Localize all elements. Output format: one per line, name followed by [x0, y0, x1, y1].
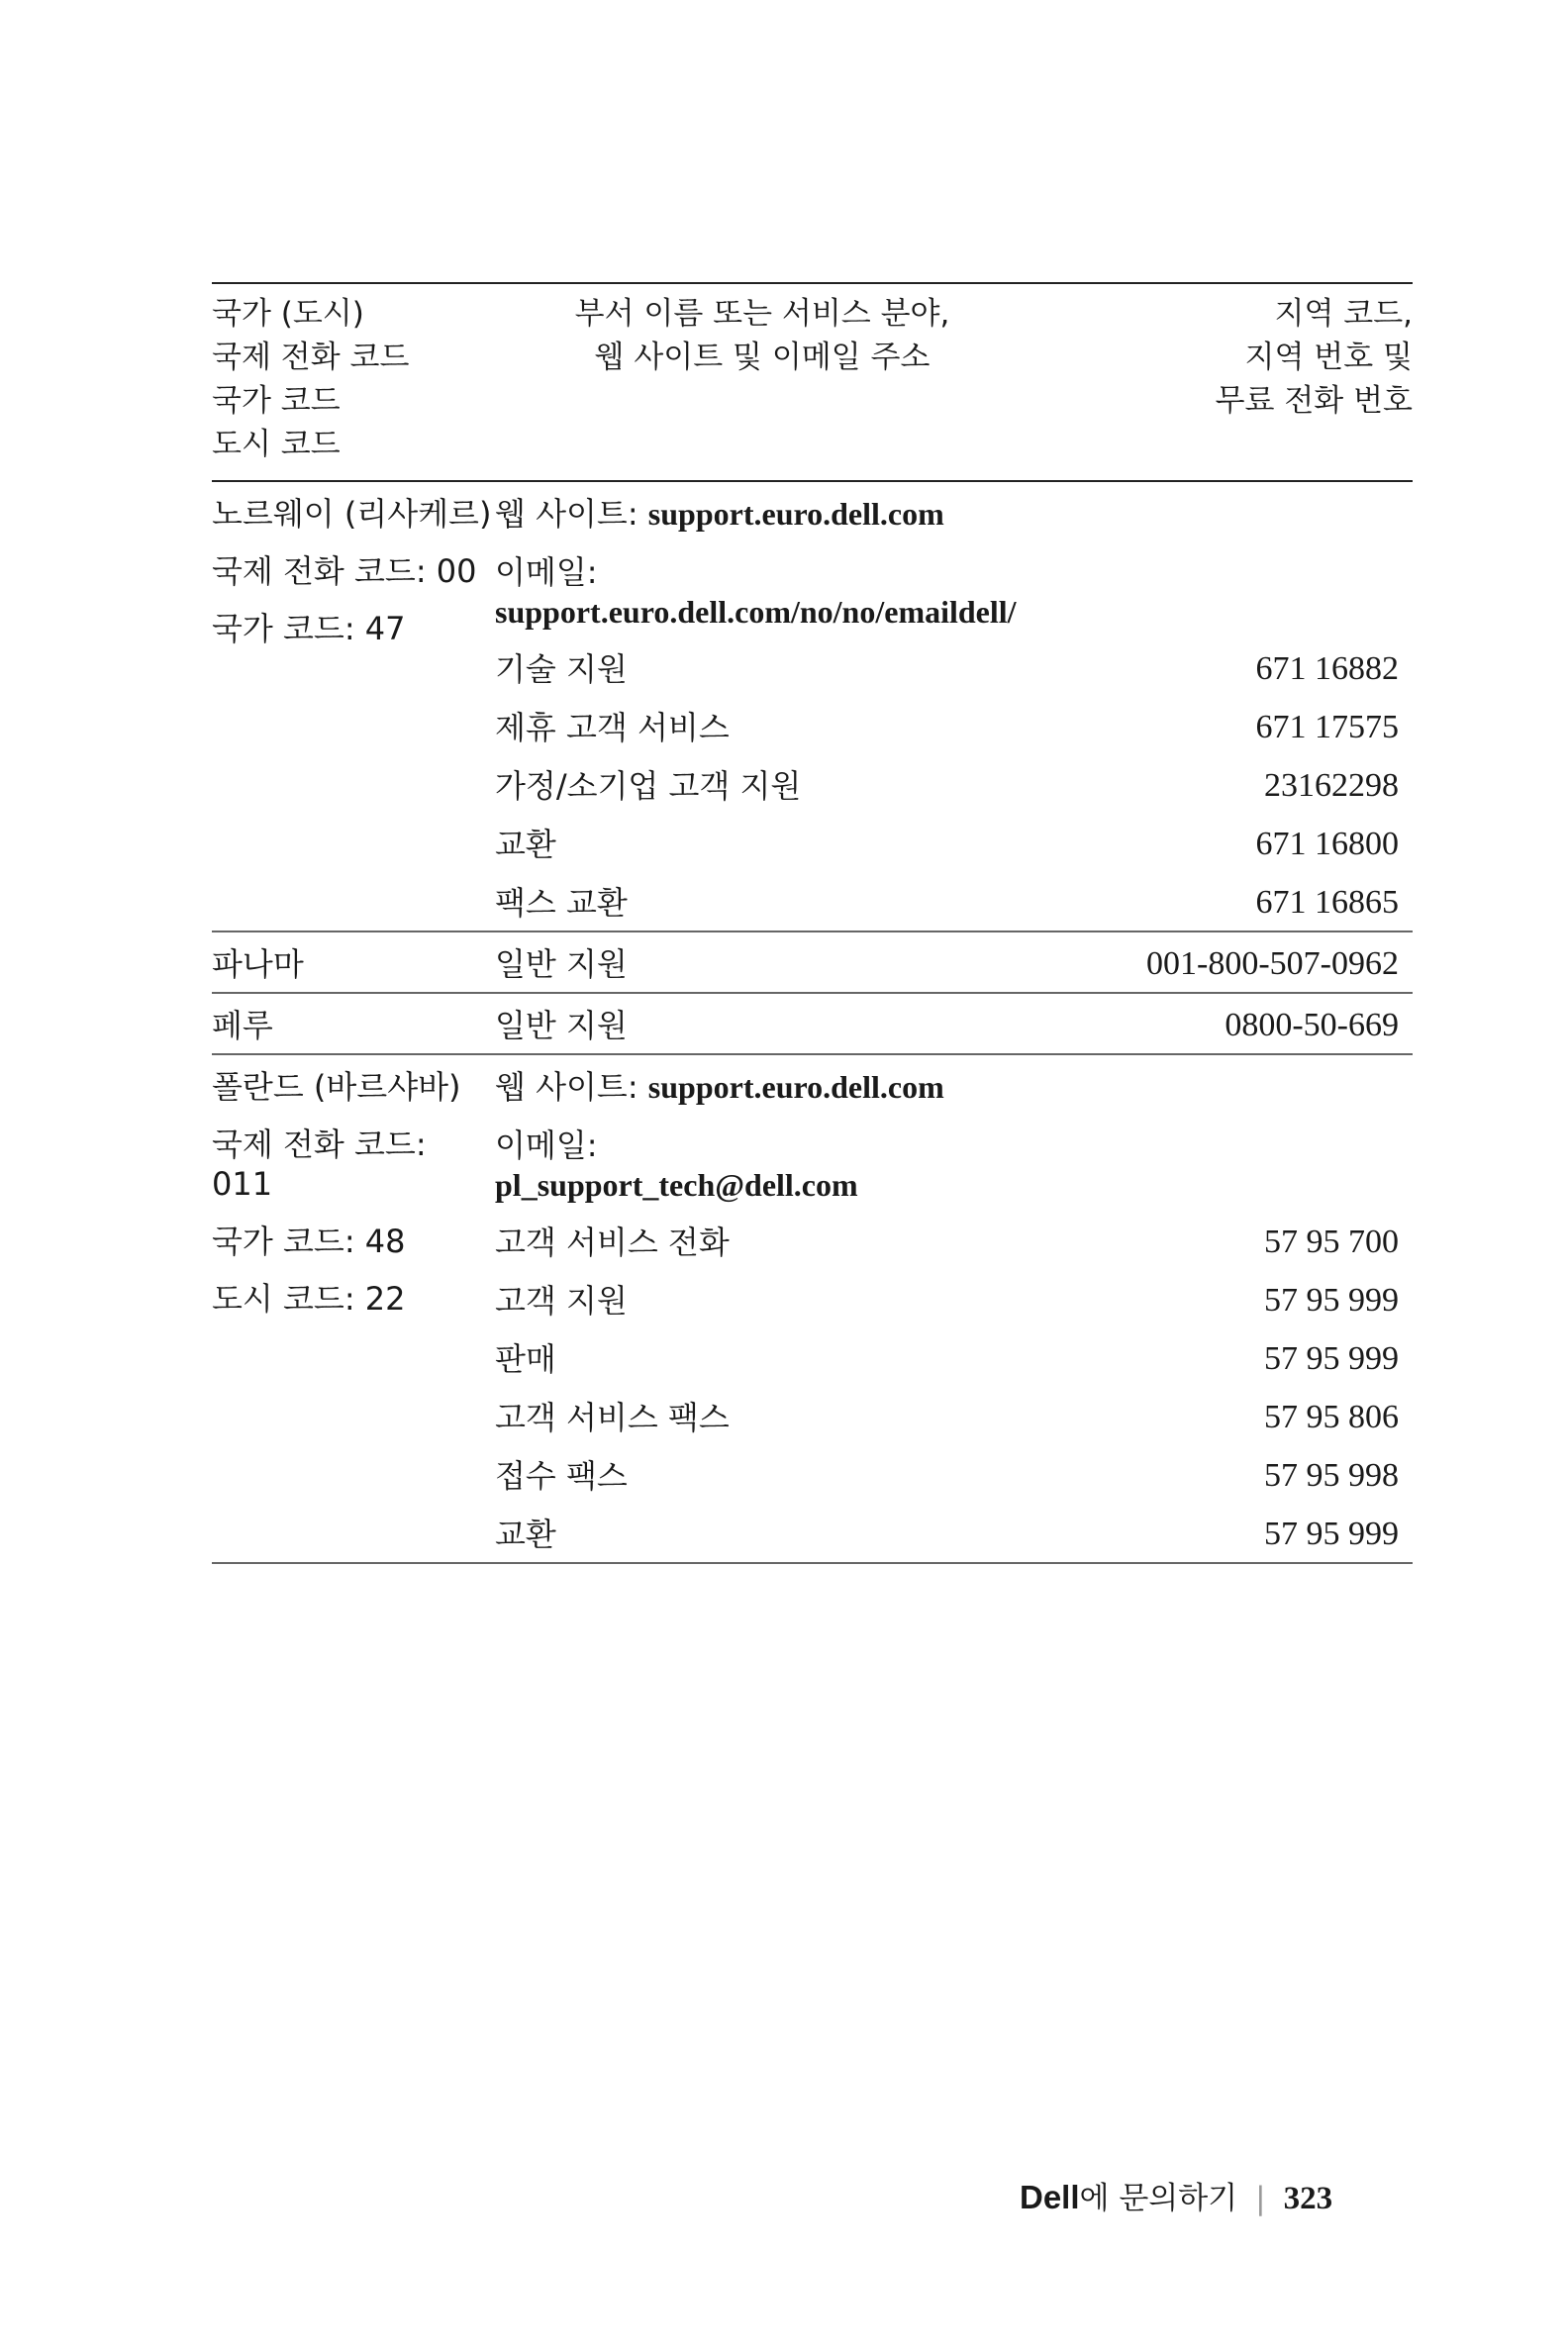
list-item [495, 1281, 1413, 1339]
norway-country-info [212, 494, 495, 923]
list-item [495, 766, 1413, 825]
norway-services [495, 494, 1413, 923]
service-number: 57 95 999 [1264, 1282, 1399, 1319]
poland-services [495, 1067, 1413, 1554]
list-item [495, 1339, 1413, 1398]
panama-country: 파나마 [212, 945, 304, 983]
list-item [495, 944, 1413, 984]
service-name: 교환 [495, 1516, 556, 1553]
table-row-peru [212, 992, 1413, 1053]
header-col-country [212, 292, 495, 466]
service-name: 고객 지원 [495, 1282, 628, 1320]
poland-city-code: 도시 코드: 22 [212, 1280, 406, 1318]
header-country: 국가 (도시) [212, 296, 364, 332]
header-col-service [495, 292, 1029, 466]
service-number: 57 95 700 [1264, 1224, 1399, 1260]
service-name: 제휴 고객 서비스 [495, 709, 730, 746]
header-local-number: 지역 번호 및 [1244, 340, 1413, 375]
header-country-code: 국가 코드 [212, 383, 341, 419]
service-name: 판매 [495, 1340, 556, 1378]
poland-web-line [495, 1067, 1413, 1126]
page-number: 323 [1283, 2181, 1333, 2216]
poland-email-label: 이메일: [495, 1127, 598, 1164]
service-name: 고객 서비스 팩스 [495, 1399, 730, 1436]
service-number: 57 95 999 [1264, 1516, 1399, 1552]
poland-country: 폴란드 (바르샤바) [212, 1068, 461, 1106]
norway-web-label: 웹 사이트: [495, 495, 638, 533]
service-number: 57 95 806 [1264, 1399, 1399, 1435]
table-row-norway [212, 480, 1413, 931]
list-item [495, 1456, 1413, 1515]
service-name: 기술 지원 [495, 650, 628, 688]
poland-web-label: 웹 사이트: [495, 1068, 638, 1106]
list-item [495, 708, 1413, 766]
poland-intl-code: 국제 전화 코드: 011 [212, 1126, 427, 1203]
list-item [495, 1398, 1413, 1456]
contact-table [212, 282, 1413, 1564]
service-name: 가정/소기업 고객 지원 [495, 767, 802, 805]
header-web-email: 웹 사이트 및 이메일 주소 [594, 340, 931, 375]
poland-web-link[interactable]: support.euro.dell.com [647, 1069, 944, 1105]
service-number: 671 16882 [1255, 650, 1399, 687]
service-number: 57 95 998 [1264, 1457, 1399, 1494]
list-item [495, 1006, 1413, 1045]
header-service-name: 부서 이름 또는 서비스 분야, [574, 296, 950, 332]
service-number: 001-800-507-0962 [1146, 945, 1399, 982]
norway-email-link[interactable]: support.euro.dell.com/no/no/emaildell/ [495, 594, 1017, 630]
service-name: 팩스 교환 [495, 884, 628, 922]
table-row-poland [212, 1053, 1413, 1562]
norway-country-code: 국가 코드: 47 [212, 610, 406, 647]
poland-email-link[interactable]: pl_support_tech@dell.com [495, 1167, 858, 1203]
header-col-number [1029, 292, 1413, 466]
list-item [495, 649, 1413, 708]
list-item [495, 1223, 1413, 1281]
header-area-code: 지역 코드, [1274, 296, 1413, 332]
norway-email-line [495, 552, 1413, 649]
norway-web-line [495, 494, 1413, 552]
list-item [495, 1515, 1413, 1554]
service-number: 671 16865 [1255, 884, 1399, 921]
table-header [212, 284, 1413, 480]
footer-brand: Dell [1020, 2179, 1080, 2215]
header-intl-code: 국제 전화 코드 [212, 340, 410, 375]
norway-web-link[interactable]: support.euro.dell.com [647, 496, 944, 532]
service-name: 접수 팩스 [495, 1457, 628, 1495]
service-name: 고객 서비스 전화 [495, 1224, 730, 1261]
service-name: 교환 [495, 826, 556, 863]
service-number: 57 95 999 [1264, 1340, 1399, 1377]
header-city-code: 도시 코드 [212, 427, 341, 462]
norway-country: 노르웨이 (리사케르) [212, 495, 492, 533]
service-name: 일반 지원 [495, 1007, 628, 1044]
service-number: 671 17575 [1255, 709, 1399, 745]
page-footer [1020, 2173, 1332, 2217]
peru-country: 페루 [212, 1007, 273, 1044]
list-item [495, 825, 1413, 883]
poland-country-code: 국가 코드: 48 [212, 1223, 406, 1260]
service-number: 671 16800 [1255, 826, 1399, 862]
poland-country-info [212, 1067, 495, 1554]
header-toll-free: 무료 전화 번호 [1215, 383, 1413, 419]
norway-intl-code: 국제 전화 코드: 00 [212, 552, 477, 590]
footer-separator: | [1255, 2181, 1266, 2216]
service-name: 일반 지원 [495, 945, 628, 983]
service-number: 23162298 [1264, 767, 1399, 804]
poland-email-line [495, 1126, 1413, 1223]
table-row-panama [212, 931, 1413, 992]
service-number: 0800-50-669 [1225, 1007, 1399, 1043]
norway-email-label: 이메일: [495, 553, 598, 591]
list-item [495, 883, 1413, 923]
footer-title: 에 문의하기 [1079, 2181, 1238, 2216]
